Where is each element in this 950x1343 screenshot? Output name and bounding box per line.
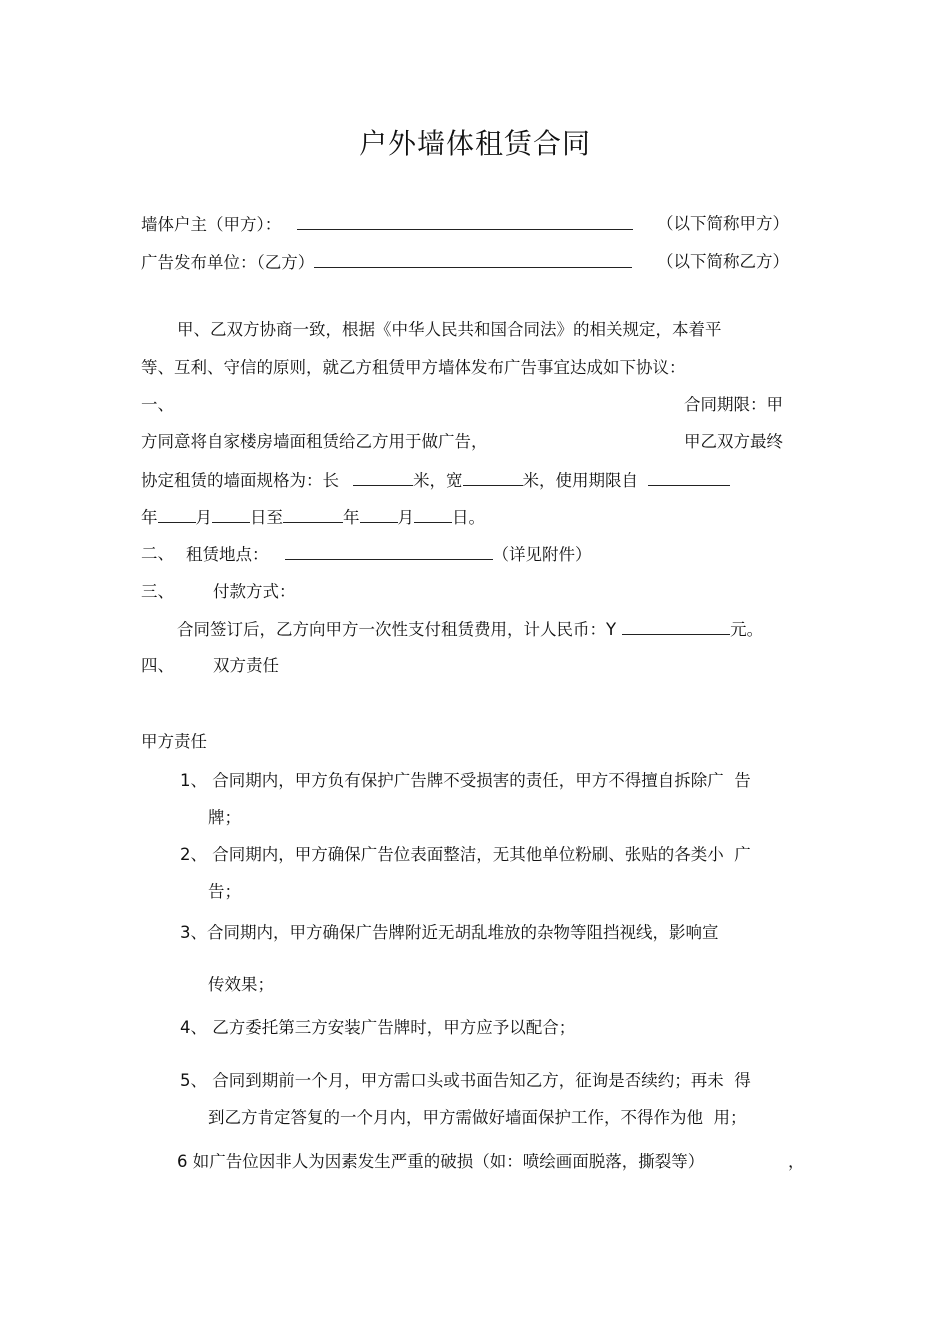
- section1-line3: [141, 469, 730, 492]
- payment-text: 合同签订后，乙方向甲方一次性支付租赁费用，计人民币：Y: [177, 620, 617, 639]
- location-suffix: （详见附件）: [492, 545, 592, 564]
- location-blank[interactable]: [285, 543, 493, 560]
- width-blank[interactable]: [463, 469, 523, 486]
- duty-6: 6 如广告位因非人为因素发生严重的破损（如：喷绘画面脱落，撕裂等）: [177, 1152, 705, 1171]
- section1-number: 一、: [141, 395, 174, 414]
- intro-line-2: 等、互利、守信的原则，就乙方租赁甲方墙体发布广告事宜达成如下协议：: [141, 358, 686, 377]
- duty-6-tail: ，: [788, 1152, 805, 1171]
- year-2-blank[interactable]: [283, 506, 343, 523]
- section1-line2-left: 方同意将自家楼房墙面租赁给乙方用于做广告，: [141, 432, 488, 451]
- party-b-label: 广告发布单位：（乙方）: [141, 253, 315, 272]
- party-a-suffix: （以下简称甲方）: [657, 214, 789, 233]
- section1-line4: [141, 506, 485, 529]
- duty-1-line-1: 1、 合同期内，甲方负有保护广告牌不受损害的责任，甲方不得擅自拆除广 告: [180, 771, 751, 790]
- day-to: 日至: [250, 508, 283, 527]
- duty-2-line-2: 告；: [208, 882, 241, 901]
- section1-title: 合同期限：甲: [684, 395, 783, 414]
- section3-label: 付款方式：: [213, 582, 296, 601]
- duty-3-line-1: 3、合同期内，甲方确保广告牌附近无胡乱堆放的杂物等阻挡视线，影响宣: [180, 923, 719, 942]
- section4-number: 四、: [141, 656, 174, 675]
- duty-5-line-2: 到乙方肯定答复的一个月内，甲方需做好墙面保护工作，不得作为他 用；: [208, 1108, 747, 1127]
- party-a-line: [141, 213, 633, 236]
- payment-unit: 元。: [730, 620, 764, 639]
- section4-label: 双方责任: [213, 656, 279, 675]
- party-b-suffix: （以下简称乙方）: [657, 252, 789, 271]
- location-label: 租赁地点：: [186, 545, 269, 564]
- section2-line: [186, 543, 592, 566]
- section2-number: 二、: [141, 544, 174, 563]
- spec-label: 协定租赁的墙面规格为：长: [141, 471, 339, 490]
- section1-line2-right: 甲乙双方最终: [684, 432, 783, 451]
- day-2: 日。: [452, 508, 485, 527]
- intro-line-1: 甲、乙双方协商一致，根据《中华人民共和国合同法》的相关规定，本着平: [177, 320, 722, 339]
- party-a-blank[interactable]: [297, 213, 633, 230]
- spec-meter-width: 米，宽: [413, 471, 463, 490]
- month-1-blank[interactable]: [158, 506, 196, 523]
- duty-3-line-2: 传效果；: [208, 975, 274, 994]
- start-blank[interactable]: [648, 469, 730, 486]
- spec-period-from: 米，使用期限自: [522, 471, 638, 490]
- party-b-line: [141, 251, 632, 274]
- payment-line: [177, 618, 763, 641]
- year-2: 年: [343, 508, 360, 527]
- duty-5-line-1: 5、 合同到期前一个月，甲方需口头或书面告知乙方，征询是否续约；再未 得: [180, 1071, 751, 1090]
- duty-4: 4、 乙方委托第三方安装广告牌时，甲方应予以配合；: [180, 1018, 576, 1037]
- page-title: 户外墙体租赁合同: [358, 127, 591, 160]
- party-a-label: 墙体户主（甲方）：: [141, 215, 282, 234]
- month-2-blank[interactable]: [360, 506, 398, 523]
- party-b-blank[interactable]: [314, 251, 632, 268]
- month-2: 月: [397, 508, 414, 527]
- section3-number: 三、: [141, 582, 174, 601]
- duty-1-line-2: 牌；: [208, 808, 241, 827]
- duty-2-line-1: 2、 合同期内，甲方确保广告位表面整洁，无其他单位粉刷、张贴的各类小 广: [180, 845, 751, 864]
- amount-blank[interactable]: [622, 618, 730, 635]
- length-blank[interactable]: [353, 469, 413, 486]
- day-1-blank[interactable]: [212, 506, 250, 523]
- year-1: 年: [141, 508, 158, 527]
- day-2-blank[interactable]: [414, 506, 452, 523]
- month-1: 月: [195, 508, 212, 527]
- party-a-duties-heading: 甲方责任: [141, 732, 207, 751]
